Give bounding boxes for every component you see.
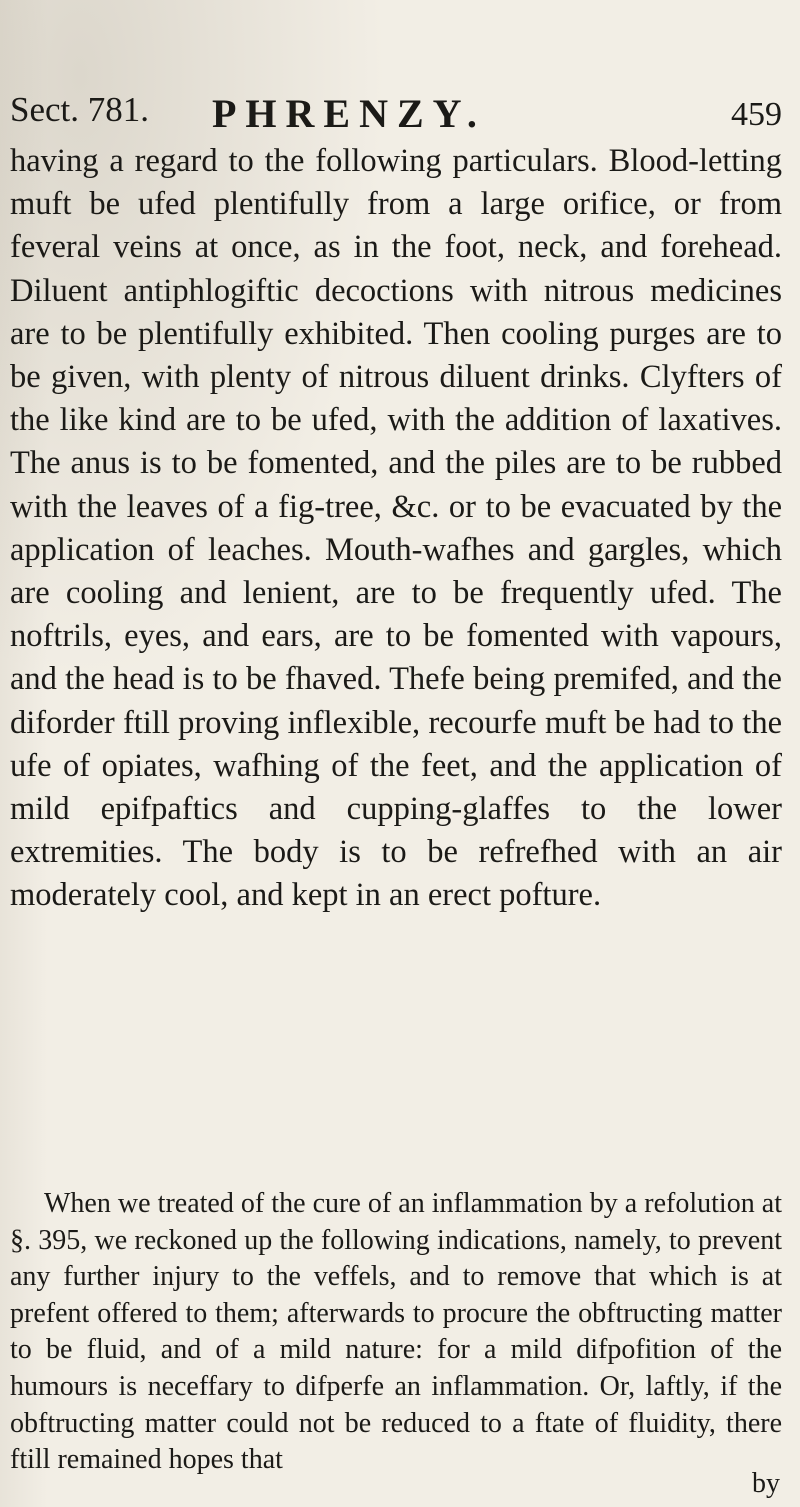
paragraph-2: When we treated of the cure of an inflammation by a refolution at §. 395, we reckoned up the following indications, namely, to prevent any further injury to the veffels, and to remove that which is at prefent offered to them; afterwards to procure the obftructing matter to be fluid, and of a mild nature: for a mild difpofition of the humours is neceffary to difperfe an inflammation. Or, laftly, if the obftructing matter could not be reduced to a ftate of fluidity, there ftill remained hopes that	[10, 1188, 782, 1476]
paragraph-1: having a regard to the following particulars. Blood-letting muft be ufed plentifully from a large orifice, or from feveral veins at once, as in the foot, neck, and forehead. Diluent antiphlogiftic decoctions with nitrous medicines are to be plentifully exhibited. Then cooling purges are to be given, with plenty of nitrous diluent drinks. Clyfters of the like kind are to be ufed, with the addition of laxatives. The anus is to be fomented, and the piles are to be rubbed with the leaves of a fig-tree, &c. or to be evacuated by the application of leaches. Mouth-wafhes and gargles, which are cooling and lenient, are to be frequently ufed. The noftrils, eyes, and ears, are to be fomented with vapours, and the head is to be fhaved. Thefe being premifed, and the diforder ftill proving inflexible, recourfe muft be had to the ufe of opiates, wafhing of the feet, and the application of mild epifpaftics and cupping-glaffes to the lower extremities. The body is to be refrefhed with an air moderately cool, and kept in an erect pofture.	[10, 143, 782, 914]
section-number: Sect. 781.	[10, 90, 150, 129]
body-text	[10, 140, 782, 1476]
page-number: 459	[731, 96, 782, 133]
running-header	[10, 90, 780, 140]
catchword: by	[752, 1468, 780, 1499]
chapter-title: PHRENZY.	[212, 91, 486, 136]
